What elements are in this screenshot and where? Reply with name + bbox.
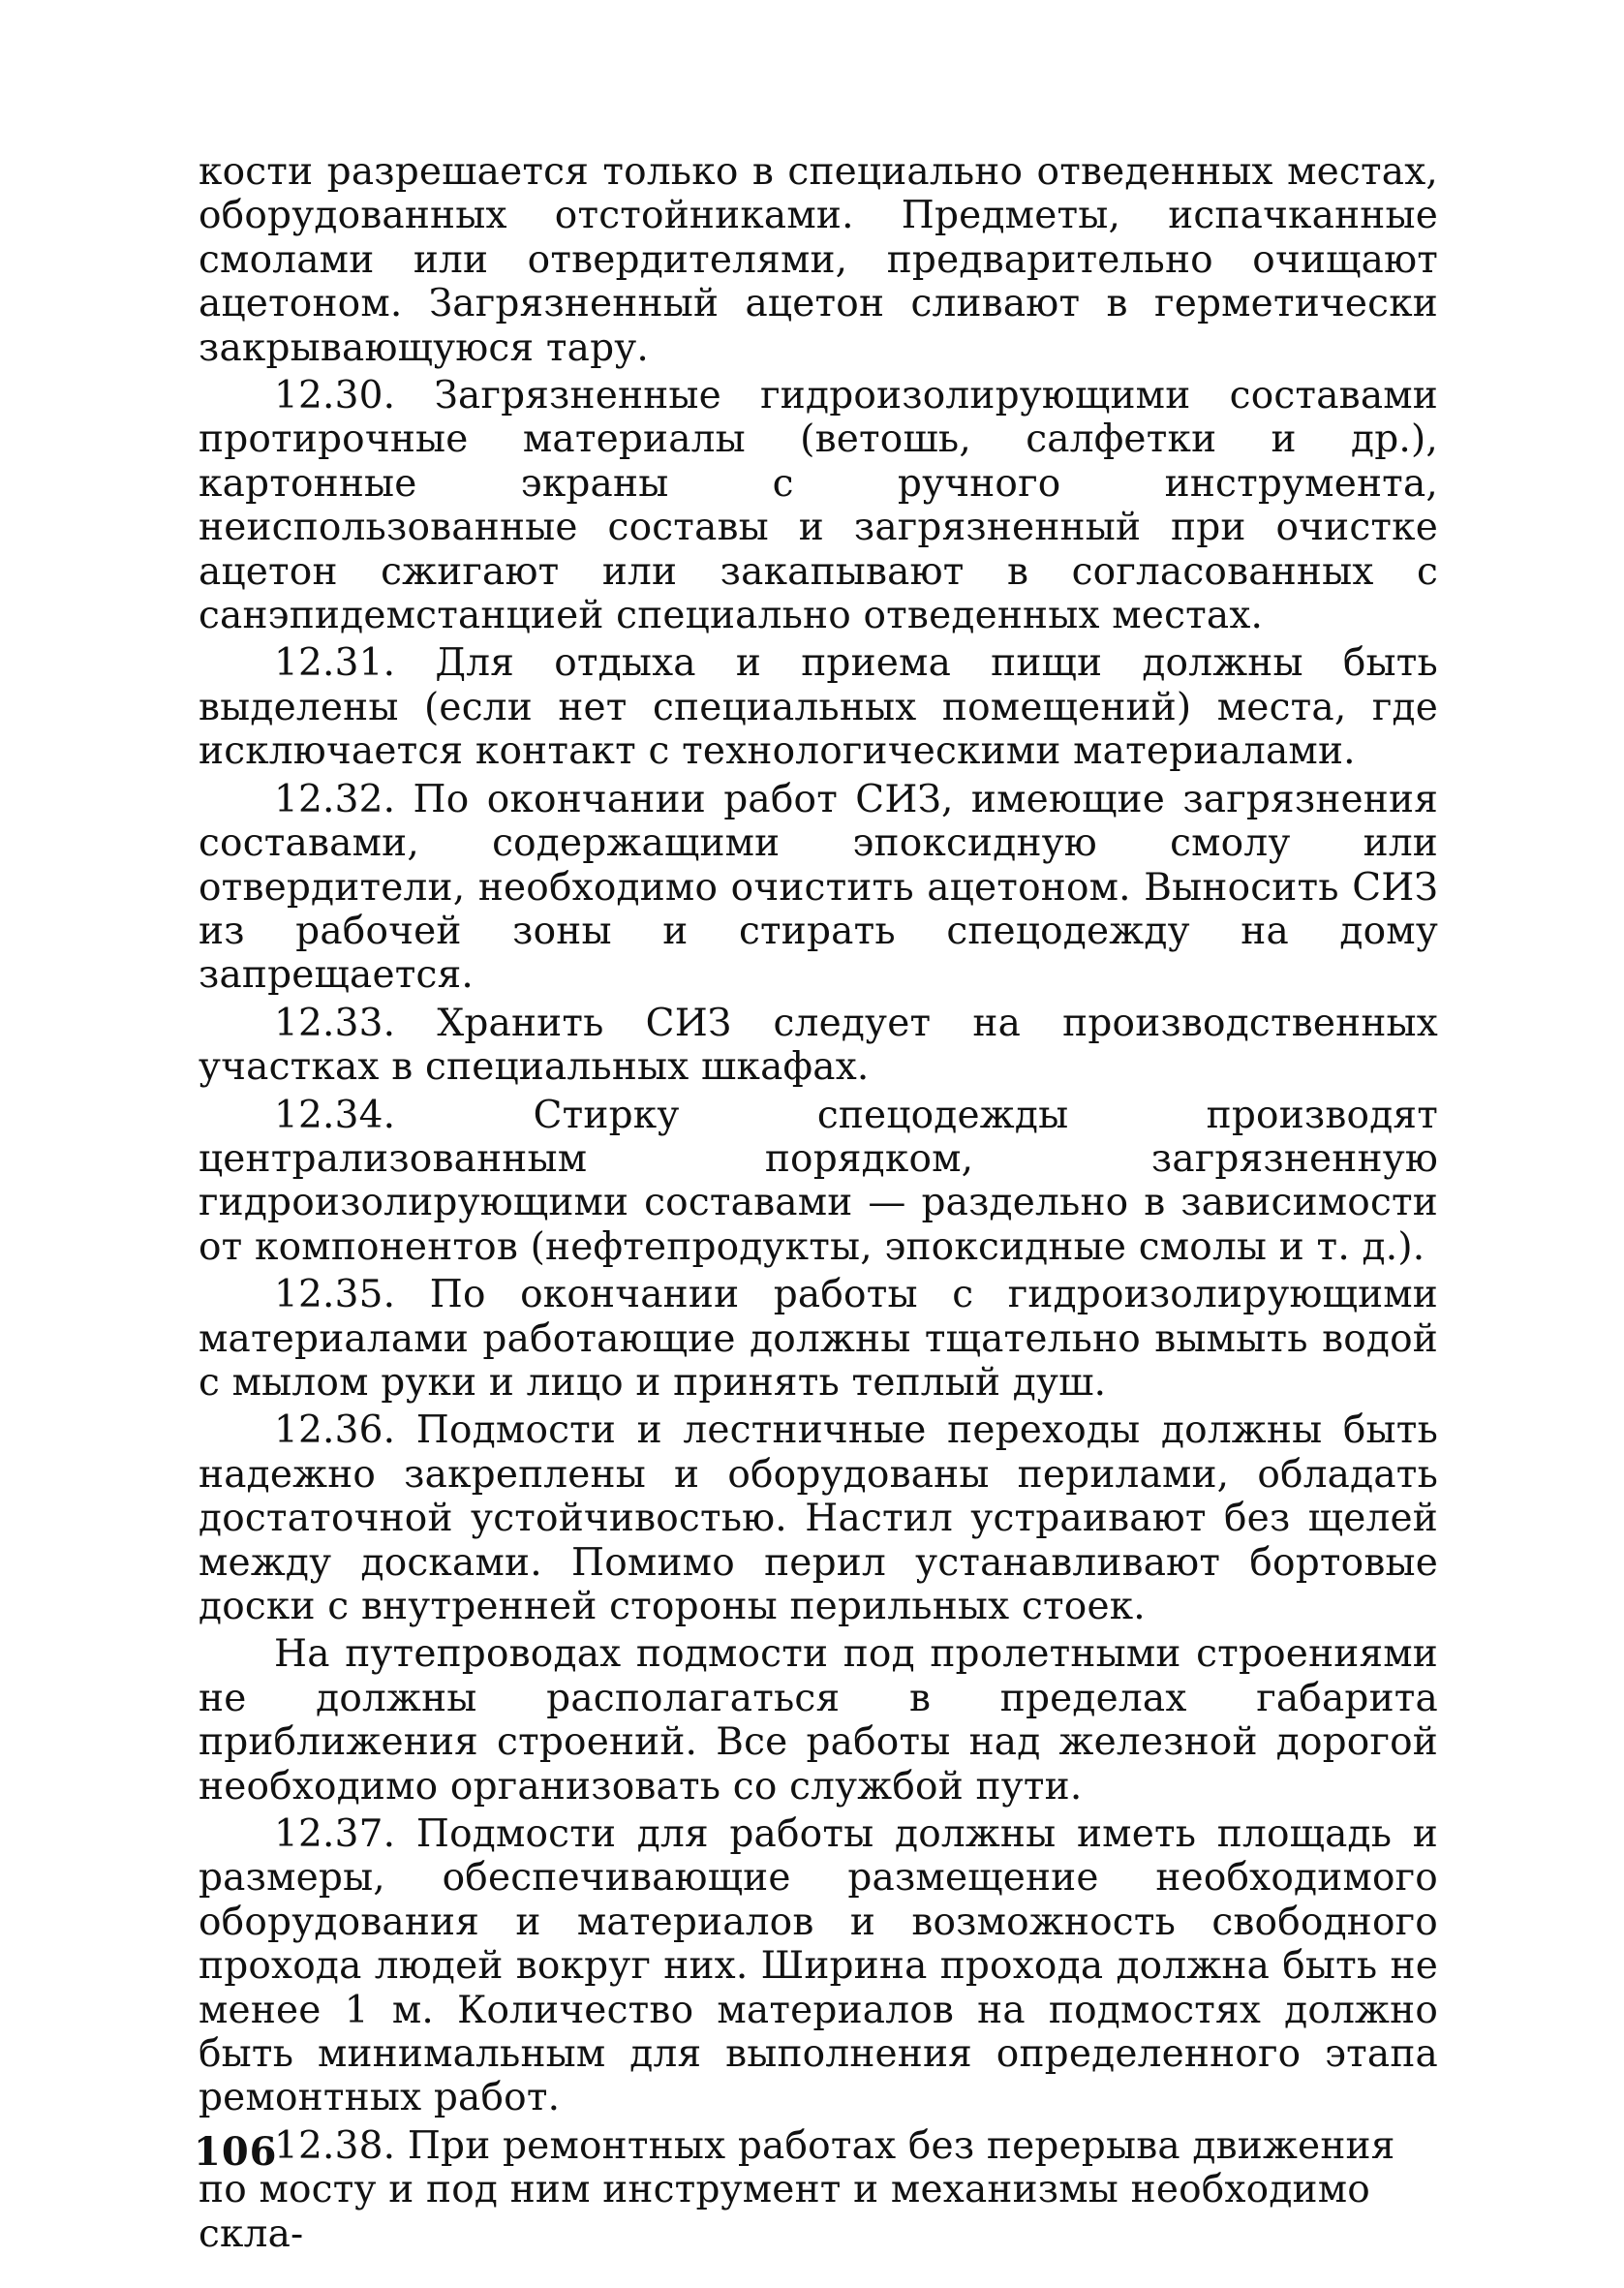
paragraph-12-32: 12.32. По окончании работ СИЗ, имеющие загрязнения составами, содержащими эпоксидную смолу или отвердители, необходимо очистить ацетоном. Выносить СИЗ из рабочей зоны и стирать спецодежду на дому запрещается. bbox=[199, 777, 1438, 998]
page-body bbox=[199, 150, 1438, 2256]
paragraph-12-37: 12.37. Подмости для работы должны иметь площадь и размеры, обеспечивающие размещение необходимого оборудования и материалов и возможность свободного прохода людей вокруг них. Ширина прохода должна быть не менее 1 м. Количество материалов на подмостях должно быть минимальным для выполнения определенного этапа ремонтных работ. bbox=[199, 1812, 1438, 2120]
paragraph-12-36: 12.36. Подмости и лестничные переходы должны быть надежно закреплены и оборудованы перилами, обладать достаточной устойчивостью. Настил устраивают без щелей между досками. Помимо перил устанавливают бортовые доски с внутренней стороны перильных стоек. bbox=[199, 1408, 1438, 1628]
paragraph-viaducts: На путепроводах подмости под пролетными строениями не должны располагаться в пределах габарита приближения строений. Все работы над железной дорогой необходимо организовать со службой пути. bbox=[199, 1632, 1438, 1809]
paragraph-12-34: 12.34. Стирку спецодежды производят централизованным порядком, загрязненную гидроизолирующими составами — раздельно в зависимости от компонентов (нефтепродукты, эпоксидные смолы и т. д.). bbox=[199, 1093, 1438, 1269]
paragraph-12-38: 12.38. При ремонтных работах без перерыва движения по мосту и под ним инструмент и механизмы необходимо скла- bbox=[199, 2123, 1395, 2256]
paragraph-12-33: 12.33. Хранить СИЗ следует на производственных участках в специальных шкафах. bbox=[199, 1001, 1438, 1090]
paragraph-continuation: кости разрешается только в специально отведенных местах, оборудованных отстойниками. Предметы, испачканные смолами или отвердителями, предварительно очищают ацетоном. Загрязненный ацетон сливают в герметически закрывающуюся тару. bbox=[199, 150, 1438, 370]
paragraph-12-31: 12.31. Для отдыха и приема пищи должны быть выделены (если нет специальных помещений) места, где исключается контакт с технологическими материалами. bbox=[199, 641, 1438, 774]
page-number: 106 bbox=[194, 2129, 278, 2175]
paragraph-12-35: 12.35. По окончании работы с гидроизолирующими материалами работающие должны тщательно вымыть водой с мылом руки и лицо и принять теплый душ. bbox=[199, 1273, 1438, 1405]
paragraph-12-30: 12.30. Загрязненные гидроизолирующими составами протирочные материалы (ветошь, салфетки и др.), картонные экраны с ручного инструмента, неиспользованные составы и загрязненный при очистке ацетон сжигают или закапывают в согласованных с санэпидемстанцией специально отведенных местах. bbox=[199, 374, 1438, 638]
